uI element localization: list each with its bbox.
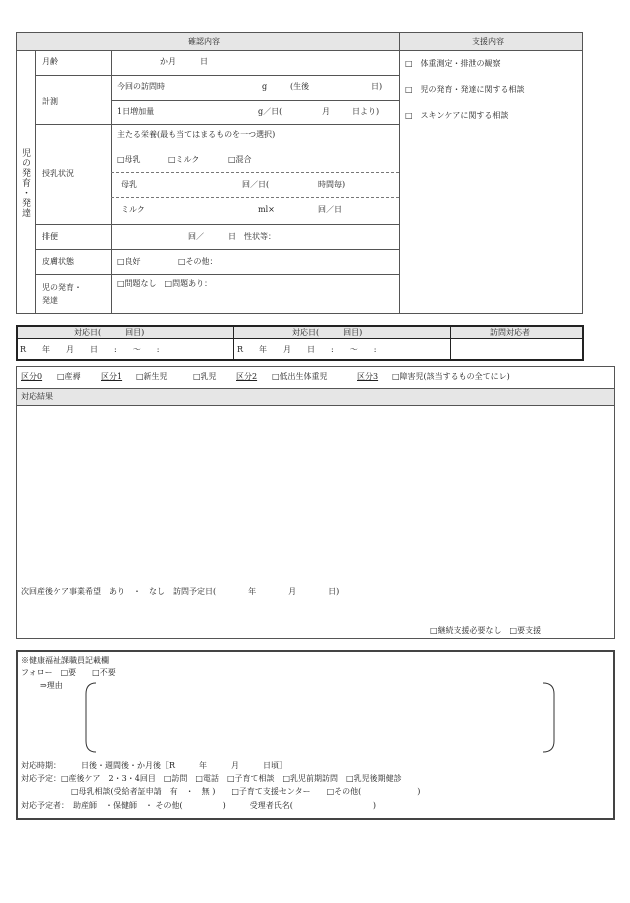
side-label-child-development: 児の発育・発達 [20, 148, 30, 218]
label-skin: 皮膚状態 [42, 257, 74, 266]
skin-option-other[interactable]: □その他： [178, 257, 218, 266]
result-text-area[interactable] [18, 407, 613, 577]
skin-option-good[interactable]: □良好 [117, 257, 141, 266]
response-plan-line-2[interactable]: □母乳相談(受給者証申請 有 ・ 無 ) □子育て支援センター □その他( ) [71, 787, 421, 796]
value-age: か月 日 [160, 57, 208, 66]
feeding-breast-label: 母乳 [121, 180, 137, 189]
measure-grams: g [262, 82, 268, 91]
value-excretion: 回／ 日 性状等： [188, 232, 276, 241]
category-3-label: 区分3 [357, 372, 379, 381]
next-care-request[interactable]: 次回産後ケア事業希望 あり ・ なし 訪問予定日( 年 月 日) [21, 587, 340, 596]
reason-input-area[interactable] [92, 684, 548, 752]
category-1-label: 区分1 [101, 372, 123, 381]
value-development[interactable]: □問題なし □問題あり： [117, 279, 213, 288]
continuation-options[interactable]: □継続支援必要なし □要支援 [430, 626, 542, 635]
feeding-milk-ml: ml× [258, 205, 275, 214]
label-age: 月齢 [42, 57, 58, 66]
label-development-2: 発達 [42, 296, 58, 305]
header-visitor: 訪問対応者 [490, 328, 530, 337]
label-development-1: 児の発育・ [42, 283, 82, 292]
measure-from-day: 日より) [352, 107, 380, 116]
category-0-option[interactable]: □産褥 [57, 372, 81, 381]
category-2-label: 区分2 [236, 372, 258, 381]
feeding-option-mixed[interactable]: □混合 [228, 155, 252, 164]
header-support-content: 支援内容 [472, 37, 504, 46]
visit-date-2-value[interactable]: R 年 月 日 : ～ : [237, 345, 377, 354]
result-header-band [17, 389, 614, 405]
follow-options[interactable]: フォロー □要 □不要 [21, 668, 116, 677]
support-item-weight[interactable]: □ 体重測定・排泄の観察 [405, 59, 501, 68]
measure-month: 月 [322, 107, 330, 116]
measure-birth-days-open: (生後 [290, 82, 310, 91]
feeding-main-question: 主たる栄養(最も当てはまるものを一つ選択) [117, 130, 276, 139]
response-plan-line-1[interactable]: 対応予定：□産後ケア 2・3・4回目 □訪問 □電話 □子育て相談 □乳児前期訪問 □乳児後期健診 [21, 774, 402, 783]
category-1-option-infant[interactable]: □乳児 [193, 372, 217, 381]
feeding-option-breast[interactable]: □母乳 [117, 155, 141, 164]
feeding-breast-interval: 時間毎) [318, 180, 346, 189]
header-visit-date-1: 対応日( 回目) [74, 328, 145, 337]
label-feeding: 授乳状況 [42, 169, 74, 178]
label-excretion: 排便 [42, 232, 58, 241]
feeding-milk-per-day: 回／日 [318, 205, 342, 214]
header-visit-date-2: 対応日( 回目) [292, 328, 363, 337]
measure-daily-gain: 1日増加量 [117, 107, 155, 116]
category-3-option[interactable]: □障害児(該当するもの全てにレ) [392, 372, 510, 381]
result-label: 対応結果 [21, 392, 53, 401]
feeding-milk-label: ミルク [121, 205, 145, 214]
support-item-development[interactable]: □ 児の発育・発達に関する相談 [405, 85, 525, 94]
measure-birth-days-close: 日) [371, 82, 383, 91]
visit-date-1-value[interactable]: R 年 月 日 : ～ : [20, 345, 160, 354]
measure-daily-gain-unit: g／日( [258, 107, 283, 116]
response-timing[interactable]: 対応時期： 日後・週間後・か月後［R 年 月 日頃］ [21, 761, 288, 770]
category-1-option-newborn[interactable]: □新生児 [136, 372, 168, 381]
measure-current-visit: 今回の訪問時 [117, 82, 165, 91]
support-item-skincare[interactable]: □ スキンケアに関する相談 [405, 111, 509, 120]
response-person[interactable]: 対応予定者： 助産師 ・保健師 ・ その他( ) 受理者氏名( ) [21, 801, 377, 810]
header-check-content: 確認内容 [188, 37, 220, 46]
category-0-label: 区分0 [21, 372, 43, 381]
reason-label: ⇒理由 [40, 681, 63, 690]
staff-record-title: ※健康福祉課職員記載欄 [21, 656, 109, 665]
feeding-option-formula[interactable]: □ミルク [168, 155, 200, 164]
feeding-breast-per-day: 回／日( [242, 180, 270, 189]
label-measurement: 計測 [42, 97, 58, 106]
category-2-option[interactable]: □低出生体重児 [272, 372, 328, 381]
